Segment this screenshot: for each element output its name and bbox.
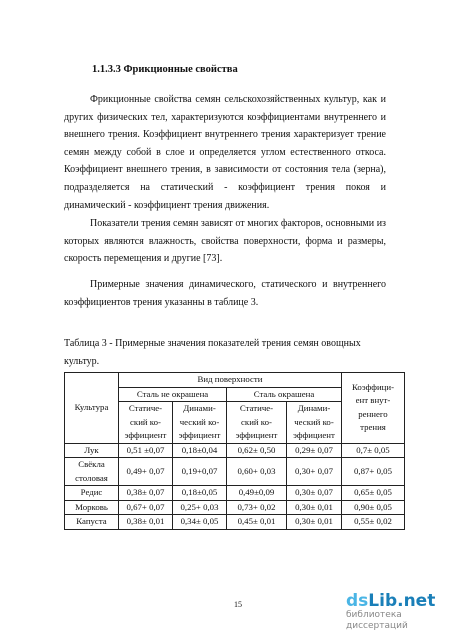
header-internal-coef: Коэффици- ент внут- реннего трения bbox=[342, 373, 405, 444]
watermark-logo[interactable] bbox=[346, 592, 446, 632]
cell-value: 0,60+ 0,03 bbox=[227, 458, 287, 486]
cell-value: 0,7± 0,05 bbox=[342, 443, 405, 458]
cell-value: 0,73+ 0,02 bbox=[227, 500, 287, 515]
cell-value: 0,45± 0,01 bbox=[227, 515, 287, 530]
cell-value: 0,49+ 0,07 bbox=[119, 458, 173, 486]
header-dynamic-unpainted: Динами- ческий ко- эффициент bbox=[173, 402, 227, 444]
cell-value: 0,51 ±0,07 bbox=[119, 443, 173, 458]
cell-value: 0,90± 0,05 bbox=[342, 500, 405, 515]
watermark-subtitle: библиотека диссертаций bbox=[346, 610, 408, 631]
cell-value: 0,67+ 0,07 bbox=[119, 500, 173, 515]
header-static-unpainted: Статиче- ский ко- эффициент bbox=[119, 402, 173, 444]
cell-value: 0,34± 0,05 bbox=[173, 515, 227, 530]
paragraph-3: Примерные значения динамического, статического и внутреннего коэффициентов трения указанны в таблице 3. bbox=[64, 279, 386, 308]
cell-culture: Редис bbox=[65, 486, 119, 501]
header-dynamic-painted: Динами- ческий ко- эффициент bbox=[287, 402, 342, 444]
cell-value: 0,29± 0,07 bbox=[287, 443, 342, 458]
cell-value: 0,18±0,05 bbox=[173, 486, 227, 501]
cell-value: 0,62± 0,50 bbox=[227, 443, 287, 458]
cell-value: 0,65± 0,05 bbox=[342, 486, 405, 501]
cell-value: 0,18±0,04 bbox=[173, 443, 227, 458]
cell-value: 0,38± 0,07 bbox=[119, 486, 173, 501]
cell-value: 0,25+ 0,03 bbox=[173, 500, 227, 515]
cell-value: 0,49±0,09 bbox=[227, 486, 287, 501]
header-surface-type: Вид поверхности bbox=[119, 373, 342, 388]
cell-culture: Свёкла столовая bbox=[65, 458, 119, 486]
table-caption: Таблица 3 - Примерные значения показателей трения семян овощных культур. bbox=[64, 338, 361, 367]
header-unpainted: Сталь не окрашена bbox=[119, 387, 227, 402]
table-row bbox=[65, 486, 405, 501]
cell-value: 0,87+ 0,05 bbox=[342, 458, 405, 486]
table-header-row bbox=[65, 373, 405, 388]
cell-value: 0,30± 0,01 bbox=[287, 515, 342, 530]
table-row bbox=[65, 500, 405, 515]
paragraph-1: Фрикционные свойства семян сельскохозяйственных культур, как и других физических тел, характеризуются коэффициентами внутреннего и внешнего трения. Коэффициент внутреннего трения характеризует трение семян между собой в слое и определяется углом естественного откоса. Коэффициент внешнего трения, в зависимости от состояния тела (зерна), подразделяется на статический - коэффициент трения покоя и динамический - коэффициент трения движения. bbox=[64, 94, 386, 211]
page-number: 15 bbox=[234, 600, 242, 609]
friction-table bbox=[64, 372, 405, 530]
header-culture: Культура bbox=[65, 373, 119, 444]
cell-culture: Морковь bbox=[65, 500, 119, 515]
table-row bbox=[65, 515, 405, 530]
cell-value: 0,19+0,07 bbox=[173, 458, 227, 486]
cell-value: 0,30± 0,01 bbox=[287, 500, 342, 515]
watermark-logo-text: dsLib.net bbox=[346, 591, 436, 611]
table-row bbox=[65, 443, 405, 458]
table-row bbox=[65, 458, 405, 486]
cell-culture: Капуста bbox=[65, 515, 119, 530]
header-static-painted: Статиче- ский ко- эффициент bbox=[227, 402, 287, 444]
paragraph-2: Показатели трения семян зависят от многих факторов, основными из которых являются влажность, свойства поверхности, форма и размеры, скорость перемещения и другие [73]. bbox=[64, 218, 386, 265]
cell-value: 0,30± 0,07 bbox=[287, 486, 342, 501]
cell-value: 0,55± 0,02 bbox=[342, 515, 405, 530]
cell-culture: Лук bbox=[65, 443, 119, 458]
section-heading: 1.1.3.3 Фрикционные свойства bbox=[92, 64, 238, 75]
cell-value: 0,38± 0,01 bbox=[119, 515, 173, 530]
header-painted: Сталь окрашена bbox=[227, 387, 342, 402]
cell-value: 0,30+ 0,07 bbox=[287, 458, 342, 486]
